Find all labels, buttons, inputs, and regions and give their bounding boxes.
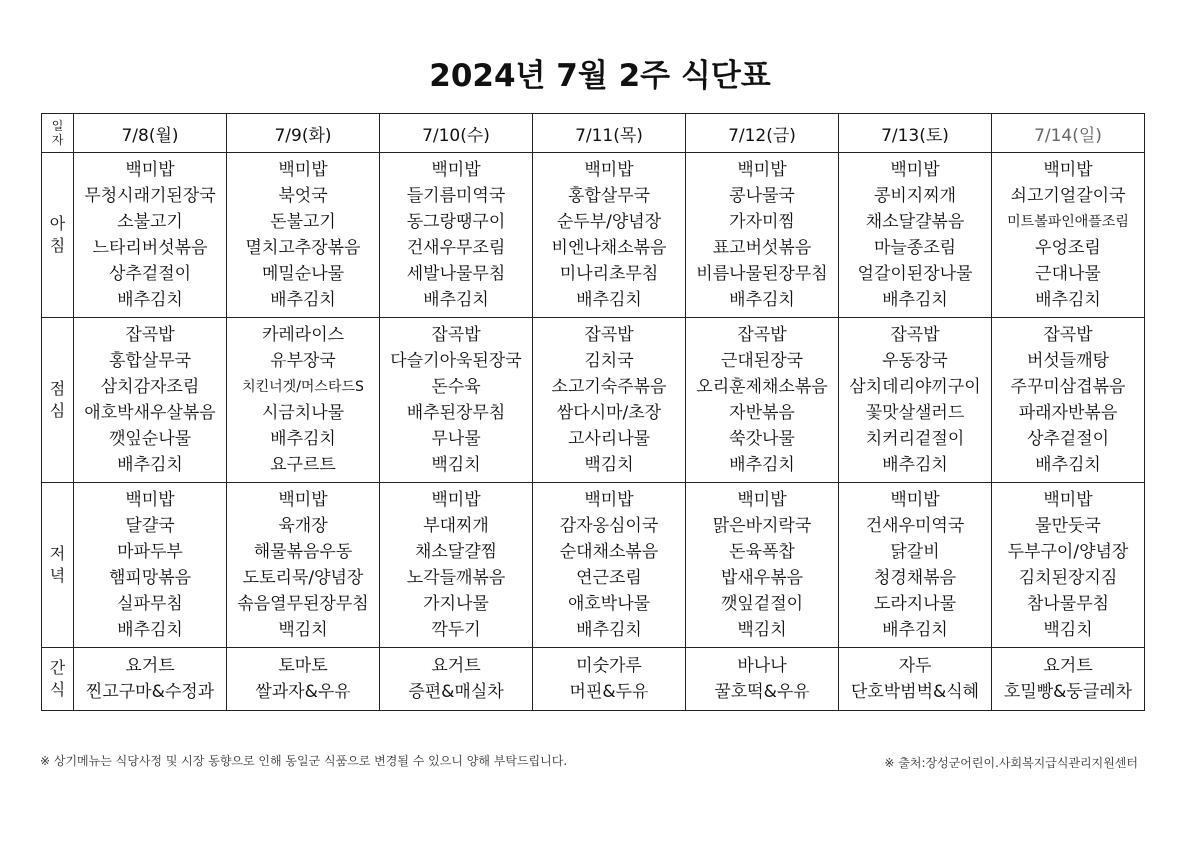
dish-item: 홍합살무국 [567,186,651,206]
dish-item: 들기름미역국 [406,186,506,206]
day-header: 7/14(일) [992,114,1145,153]
header-row [42,114,1145,153]
day-header: 7/13(토) [839,114,992,153]
dish-item: 쌈다시마/초장 [556,403,662,423]
dish-item: 배추김치 [117,455,183,475]
dish-item: 배추김치 [882,290,948,310]
dinner-label [42,483,74,648]
dish-item: 소고기숙주볶음 [551,377,667,397]
dish-item: 마늘종조림 [873,238,957,258]
dish-item: 표고버섯볶음 [712,238,812,258]
footer-source: ※ 출처:장성군어린이.사회복지급식관리지원센터 [884,756,1138,770]
footer-note: ※ 상기메뉴는 식당사정 및 시장 동향으로 인해 동일군 식품으로 변경될 수 있으니 양해 부탁드립니다. [40,754,568,768]
meal-label-char: 간 [49,658,66,677]
breakfast-label [42,153,74,318]
dish-item: 얼갈이된장나물 [857,264,973,284]
dish-item: 백미밥 [431,490,481,510]
lunch-menu-cell [227,318,380,483]
dish-item: 물만둣국 [1035,516,1101,536]
dish-item: 치킨너겟/머스타드S [242,379,364,395]
snack-menu-cell [74,648,227,711]
dish-item: 무나물 [431,429,481,449]
dish-item: 백미밥 [890,160,940,180]
dish-item: 치커리겉절이 [865,429,965,449]
dish-item: 순대채소볶음 [559,542,659,562]
dish-item: 부대찌개 [423,516,489,536]
dish-item: 배추김치 [117,290,183,310]
lunch-row [42,318,1145,483]
dish-item: 백김치 [737,620,787,640]
dish-item: 북엇국 [278,186,328,206]
snack-menu-cell [839,648,992,711]
dish-item: 파래자반볶음 [1018,403,1118,423]
dish-item: 백김치 [431,455,481,475]
dish-item: 건새우미역국 [865,516,965,536]
dish-item: 해물볶음우동 [253,542,353,562]
breakfast-menu-cell [533,153,686,318]
snack-item: 꿀호떡&우유 [714,682,810,702]
dish-item: 홍합살무국 [108,351,192,371]
dish-item: 잡곡밥 [1043,325,1093,345]
dish-item: 배추김치 [270,290,336,310]
dish-item: 감자옹심이국 [559,516,659,536]
dish-item: 돈수육 [431,377,481,397]
dish-item: 메밀순나물 [261,264,345,284]
snack-item: 미숫가루 [576,656,642,676]
dish-item: 육개장 [278,516,328,536]
dish-item: 배추김치 [423,290,489,310]
snack-item: 토마토 [278,656,328,676]
page-title: 2024년 7월 2주 식단표 [429,58,771,94]
dish-item: 삼치감자조림 [100,377,200,397]
corner-label-line: 일 [51,119,64,133]
snack-menu-cell [992,648,1145,711]
dish-item: 배추김치 [117,620,183,640]
dish-item: 햄피망볶음 [108,568,192,588]
dish-item: 근대나물 [1035,264,1101,284]
dish-item: 마파두부 [117,542,183,562]
meal-label-char: 식 [49,680,66,699]
dish-item: 두부구이/양념장 [1007,542,1129,562]
lunch-menu-cell [839,318,992,483]
snack-item: 찐고구마&수정과 [85,682,215,702]
dish-item: 유부장국 [270,351,336,371]
snack-menu-cell [380,648,533,711]
dish-item: 백미밥 [1043,160,1093,180]
dish-item: 느타리버섯볶음 [92,238,208,258]
corner-label-line: 자 [51,133,64,147]
snack-item: 바나나 [737,656,787,676]
day-header: 7/8(월) [74,114,227,153]
day-header: 7/12(금) [686,114,839,153]
dish-item: 백미밥 [1043,490,1093,510]
date-header-label [42,114,74,153]
dish-item: 채소달걀볶음 [865,212,965,232]
day-header: 7/11(목) [533,114,686,153]
breakfast-menu-cell [74,153,227,318]
dish-item: 우엉조림 [1035,238,1101,258]
dish-item: 애호박나물 [567,594,651,614]
dish-item: 도토리묵/양념장 [242,568,364,588]
day-header: 7/10(수) [380,114,533,153]
snack-item: 호밀빵&둥글레차 [1003,682,1133,702]
dish-item: 꽃맛살샐러드 [865,403,965,423]
snack-item: 증편&매실차 [408,682,504,702]
dish-item: 배추김치 [1035,455,1101,475]
dish-item: 우동장국 [882,351,948,371]
dish-item: 오리훈제채소볶음 [696,377,828,397]
dish-item: 배추김치 [729,455,795,475]
dish-item: 동그랑땡구이 [406,212,506,232]
dish-item: 백미밥 [125,490,175,510]
dish-item: 백미밥 [584,490,634,510]
dish-item: 솎음열무된장무침 [237,594,369,614]
dish-item: 미나리초무침 [559,264,659,284]
dish-item: 백미밥 [278,490,328,510]
dish-item: 삼치데리야끼구이 [849,377,981,397]
dish-item: 배추김치 [882,620,948,640]
dish-item: 돈육폭찹 [729,542,795,562]
breakfast-row [42,153,1145,318]
dish-item: 잡곡밥 [431,325,481,345]
dish-item: 버섯들깨탕 [1026,351,1110,371]
dish-item: 배추김치 [1035,290,1101,310]
dish-item: 김치국 [584,351,634,371]
snack-row [42,648,1145,711]
dish-item: 콩나물국 [729,186,795,206]
dish-item: 쑥갓나물 [729,429,795,449]
dish-item: 실파무침 [117,594,183,614]
dish-item: 닭갈비 [890,542,940,562]
breakfast-menu-cell [227,153,380,318]
dish-item: 잡곡밥 [890,325,940,345]
snack-item: 요거트 [1043,656,1093,676]
dish-item: 백미밥 [431,160,481,180]
dish-item: 백김치 [584,455,634,475]
breakfast-menu-cell [380,153,533,318]
dish-item: 비름나물된장무침 [696,264,828,284]
dish-item: 건새우무조림 [406,238,506,258]
snack-item: 요거트 [125,656,175,676]
lunch-menu-cell [686,318,839,483]
breakfast-menu-cell [992,153,1145,318]
dish-item: 깍두기 [431,620,481,640]
dish-item: 카레라이스 [261,325,345,345]
dish-item: 가자미찜 [729,212,795,232]
dish-item: 채소달걀찜 [414,542,498,562]
dish-item: 근대된장국 [720,351,804,371]
breakfast-menu-cell [839,153,992,318]
dish-item: 주꾸미삼겹볶음 [1010,377,1126,397]
dish-item: 가지나물 [423,594,489,614]
dinner-menu-cell [227,483,380,648]
dinner-row [42,483,1145,648]
lunch-menu-cell [74,318,227,483]
dish-item: 맑은바지락국 [712,516,812,536]
snack-item: 머핀&두유 [569,682,649,702]
snack-item: 단호박범벅&식혜 [850,682,980,702]
dish-item: 달걀국 [125,516,175,536]
meal-label-char: 녁 [49,566,66,585]
meal-label-char: 점 [49,379,66,398]
breakfast-menu-cell [686,153,839,318]
dish-item: 배추된장무침 [406,403,506,423]
snack-menu-cell [686,648,839,711]
lunch-menu-cell [992,318,1145,483]
meal-label-char: 침 [49,236,66,255]
dish-item: 백미밥 [737,490,787,510]
dish-item: 연근조림 [576,568,642,588]
dish-item: 다슬기아욱된장국 [390,351,522,371]
dish-item: 백김치 [1043,620,1093,640]
dish-item: 상추겉절이 [108,264,192,284]
lunch-menu-cell [380,318,533,483]
dish-item: 깻잎겉절이 [720,594,804,614]
dish-item: 배추김치 [576,620,642,640]
dish-item: 콩비지찌개 [873,186,957,206]
meal-label-char: 심 [49,401,66,420]
dish-item: 멸치고추장볶음 [245,238,361,258]
dish-item: 백김치 [278,620,328,640]
day-header: 7/9(화) [227,114,380,153]
dish-item: 상추겉절이 [1026,429,1110,449]
dish-item: 백미밥 [584,160,634,180]
snack-label [42,648,74,711]
dinner-menu-cell [74,483,227,648]
dinner-menu-cell [380,483,533,648]
dish-item: 쇠고기얼갈이국 [1010,186,1126,206]
dish-item: 돈불고기 [270,212,336,232]
dish-item: 애호박새우살볶음 [84,403,216,423]
dinner-menu-cell [533,483,686,648]
dish-item: 소불고기 [117,212,183,232]
dish-item: 순두부/양념장 [556,212,662,232]
meal-label-char: 아 [49,214,66,233]
dish-item: 참나물무침 [1026,594,1110,614]
dish-item: 배추김치 [729,290,795,310]
dish-item: 백미밥 [890,490,940,510]
dish-item: 비엔나채소볶음 [551,238,667,258]
dish-item: 잡곡밥 [737,325,787,345]
dish-item: 잡곡밥 [125,325,175,345]
dish-item: 배추김치 [270,429,336,449]
snack-menu-cell [533,648,686,711]
dish-item: 배추김치 [576,290,642,310]
dish-item: 노각들깨볶음 [406,568,506,588]
dinner-menu-cell [686,483,839,648]
meal-plan-table [41,113,1145,711]
dish-item: 백미밥 [737,160,787,180]
dish-item: 백미밥 [125,160,175,180]
snack-item: 요거트 [431,656,481,676]
dish-item: 도라지나물 [873,594,957,614]
dish-item: 잡곡밥 [584,325,634,345]
dish-item: 깻잎순나물 [108,429,192,449]
dish-item: 무청시래기된장국 [84,186,216,206]
dish-item: 백미밥 [278,160,328,180]
dish-item: 요구르트 [270,455,336,475]
dish-item: 고사리나물 [567,429,651,449]
snack-item: 쌀과자&우유 [255,682,351,702]
dish-item: 배추김치 [882,455,948,475]
dish-item: 김치된장지짐 [1018,568,1118,588]
dinner-menu-cell [992,483,1145,648]
dish-item: 시금치나물 [261,403,345,423]
dish-item: 자반볶음 [729,403,795,423]
snack-menu-cell [227,648,380,711]
dish-item: 청경채볶음 [873,568,957,588]
snack-item: 자두 [898,656,932,676]
dish-item: 세발나물무침 [406,264,506,284]
meal-label-char: 저 [49,544,66,563]
dinner-menu-cell [839,483,992,648]
dish-item: 미트볼파인애플조림 [1007,214,1129,230]
dish-item: 밥새우볶음 [720,568,804,588]
lunch-label [42,318,74,483]
lunch-menu-cell [533,318,686,483]
